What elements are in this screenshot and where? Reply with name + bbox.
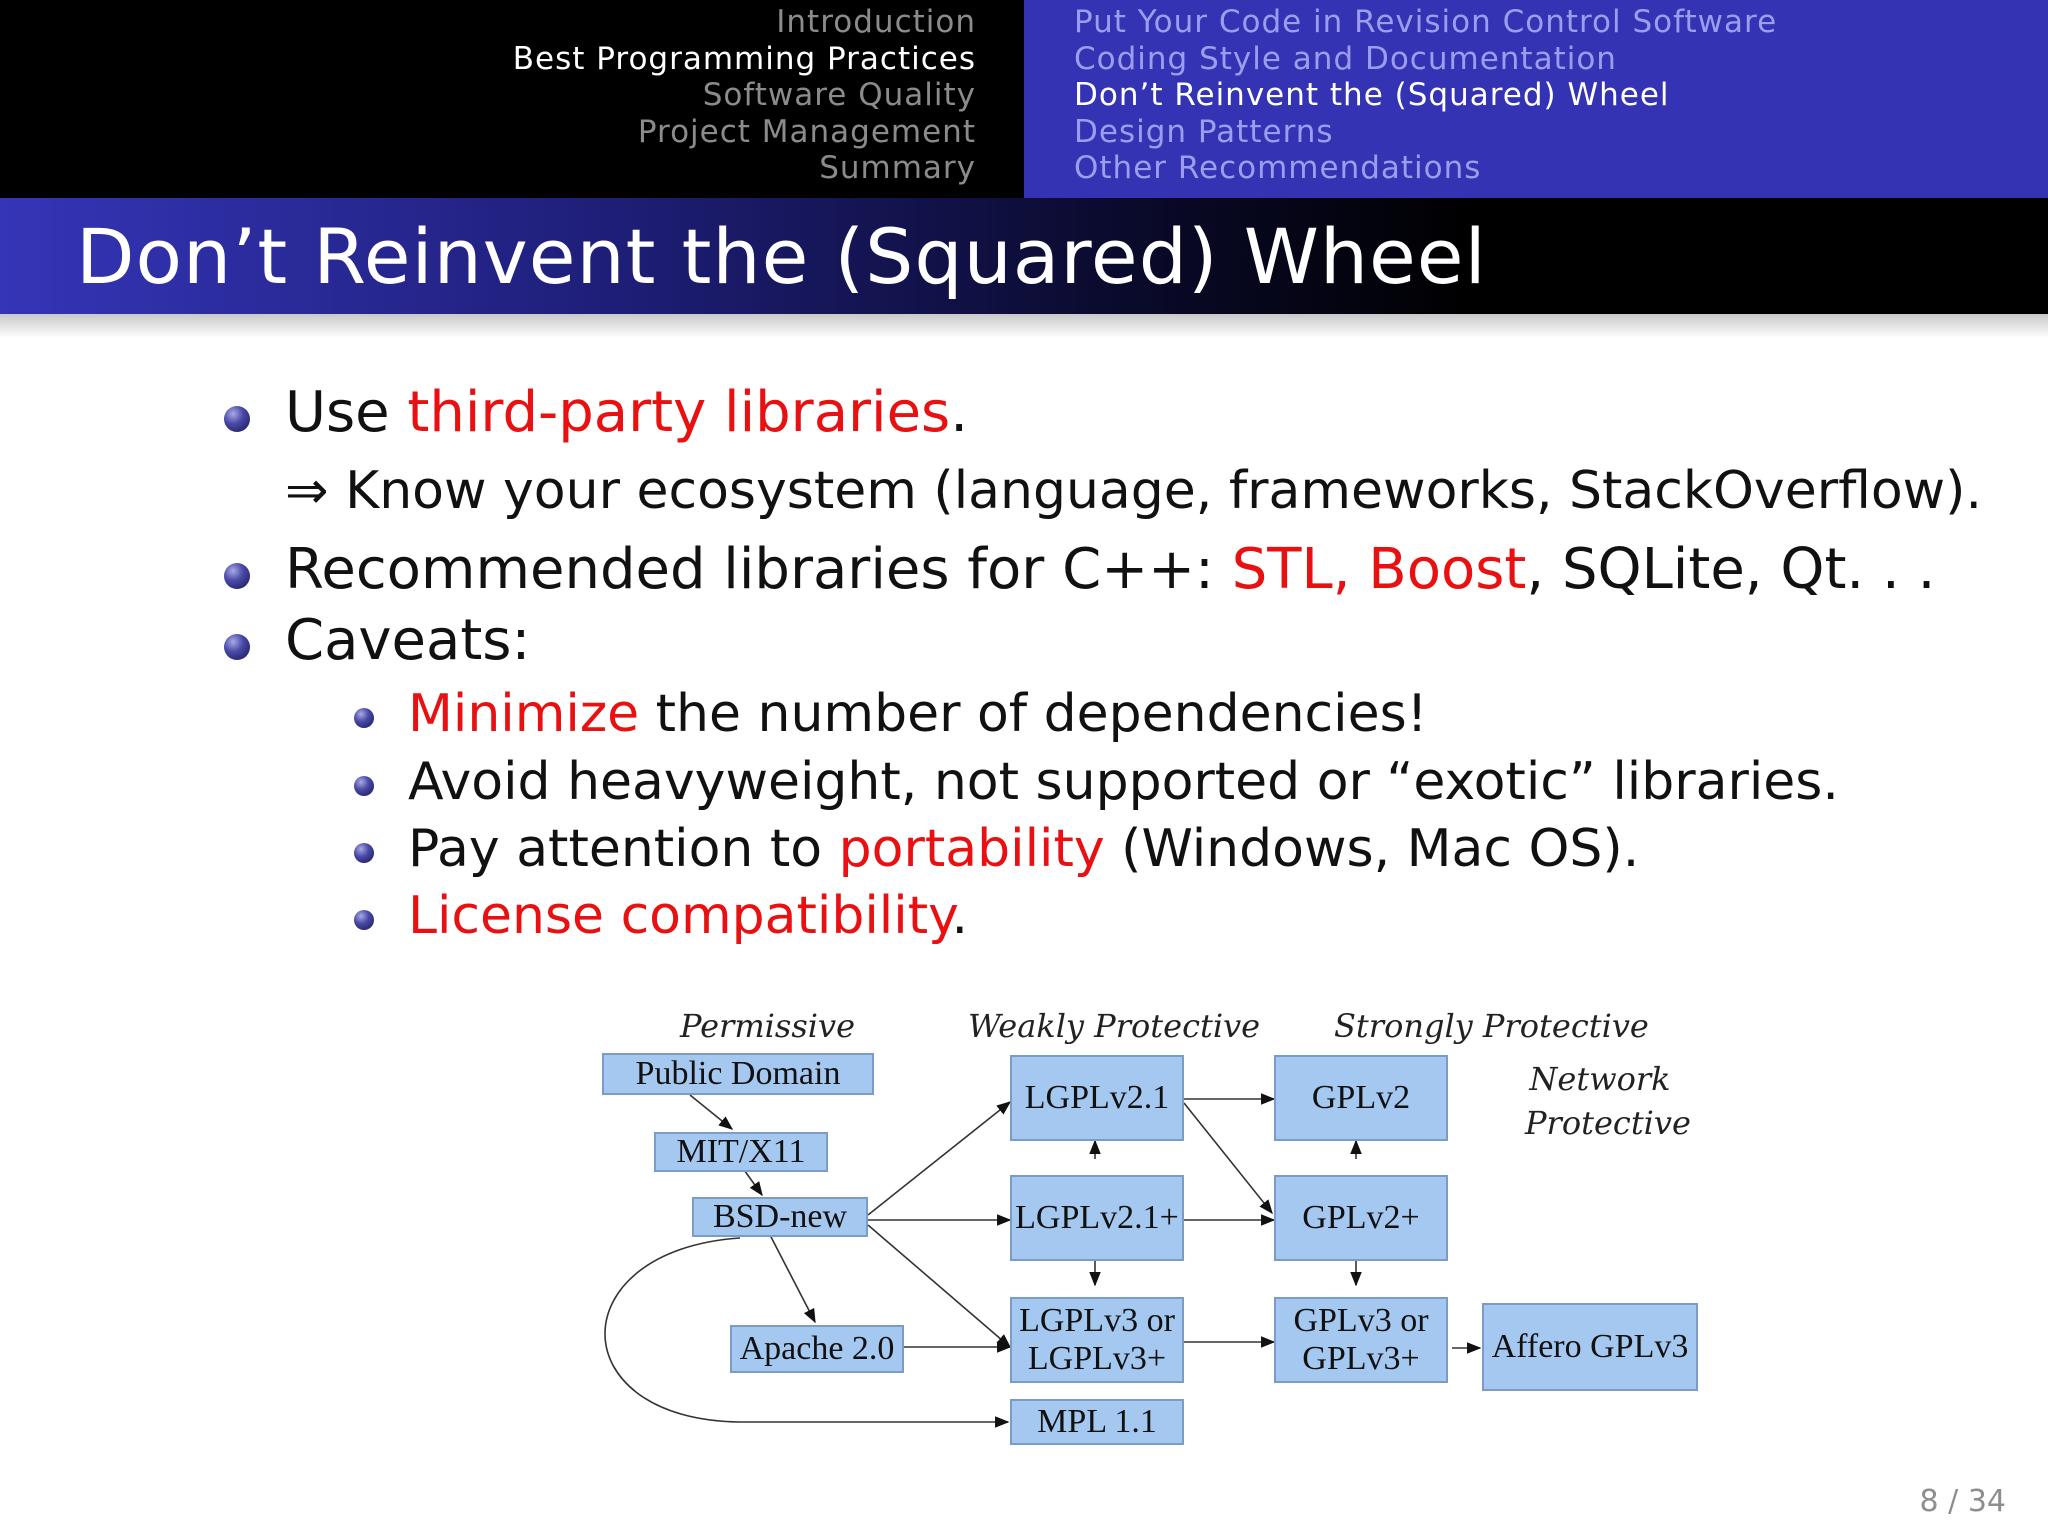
sub-bullet-license: [408, 886, 968, 946]
arrow-lgpl21-gpl2p: [1184, 1103, 1272, 1213]
bullet-text: .: [951, 886, 968, 946]
nav-section-project-management[interactable]: Project Management: [637, 113, 976, 150]
nav-section-summary[interactable]: Summary: [819, 150, 976, 186]
highlight-text: Minimize: [408, 684, 640, 744]
navigation-bar: [0, 0, 2048, 198]
section-nav: [0, 0, 1024, 198]
bullet-recommended-libs: [285, 537, 1935, 602]
title-shadow: [0, 314, 2048, 338]
highlight-text: STL, Boost: [1231, 537, 1527, 602]
sub-bullet-heavyweight: Avoid heavyweight, not supported or “exotic” libraries.: [408, 752, 1839, 812]
nav-subsection-coding-style[interactable]: Coding Style and Documentation: [1074, 40, 1617, 77]
slide-title: Don’t Reinvent the (Squared) Wheel: [76, 212, 1487, 301]
license-public-domain: Public Domain: [602, 1053, 874, 1095]
sub-bullet-ball-icon: [354, 776, 374, 796]
bullet-text: , SQLite, Qt. . .: [1526, 537, 1936, 602]
nav-section-software-quality[interactable]: Software Quality: [702, 77, 976, 113]
frame-title-bar: [0, 198, 2048, 314]
bullet-ball-icon: [224, 634, 250, 660]
highlight-text: License compatibility: [408, 886, 952, 946]
sub-bullet-ball-icon: [354, 843, 374, 863]
bullet-text: Use: [285, 380, 408, 445]
license-gplv2-plus: GPLv2+: [1274, 1175, 1448, 1261]
license-lgpl3: [1010, 1297, 1184, 1383]
nav-section-introduction[interactable]: Introduction: [776, 4, 976, 40]
category-weakly-protective: Weakly Protective: [968, 1007, 1261, 1045]
category-permissive: Permissive: [680, 1007, 855, 1045]
license-gplv3: [1274, 1297, 1448, 1383]
bullet-ball-icon: [224, 406, 250, 432]
sub-bullet-minimize: [408, 684, 1428, 744]
sub-bullet-portability: [408, 819, 1639, 879]
sub-bullet-ball-icon: [354, 910, 374, 930]
nav-subsection-revision-control[interactable]: Put Your Code in Revision Control Software: [1074, 4, 1778, 40]
license-bsd-new: BSD-new: [692, 1197, 868, 1237]
highlight-text: portability: [838, 819, 1105, 879]
sub-bullet-ball-icon: [354, 708, 374, 728]
nav-subsection-other[interactable]: Other Recommendations: [1074, 150, 1482, 186]
license-mit-x11: MIT/X11: [654, 1132, 828, 1172]
page-number: 8 / 34: [1919, 1484, 2006, 1519]
license-lgpl3-line2: LGPLv3+: [1027, 1340, 1167, 1377]
license-compatibility-diagram: [590, 995, 1710, 1465]
nav-subsection-reinvent-wheel[interactable]: Don’t Reinvent the (Squared) Wheel: [1074, 77, 1670, 113]
license-affero-gplv3: Affero GPLv3: [1482, 1303, 1698, 1391]
license-gplv2: GPLv2: [1274, 1055, 1448, 1141]
nav-subsection-design-patterns[interactable]: Design Patterns: [1074, 113, 1334, 150]
category-network-protective: Protective: [1525, 1104, 1691, 1142]
license-apache-2: Apache 2.0: [730, 1325, 904, 1373]
arrow-pd-mit: [690, 1095, 732, 1129]
bullet-text: .: [950, 380, 969, 445]
arrow-bsd-lgpl21: [868, 1102, 1010, 1215]
license-lgpl21-plus: LGPLv2.1+: [1010, 1175, 1184, 1261]
bullet-ecosystem: ⇒ Know your ecosystem (language, frameworks, StackOverflow).: [285, 461, 1982, 521]
bullet-ball-icon: [224, 563, 250, 589]
bullet-third-party: [285, 380, 968, 445]
license-gplv3-line2: GPLv3+: [1302, 1340, 1420, 1377]
license-mpl-11: MPL 1.1: [1010, 1399, 1184, 1445]
license-lgpl21: LGPLv2.1: [1010, 1055, 1184, 1141]
bullet-text: (Windows, Mac OS).: [1104, 819, 1640, 879]
arrow-bsd-apache: [770, 1235, 815, 1322]
license-lgpl3-line1: LGPLv3 or: [1019, 1302, 1175, 1339]
bullet-text: Pay attention to: [408, 819, 839, 879]
bullet-caveats: Caveats:: [285, 608, 531, 673]
nav-section-best-practices[interactable]: Best Programming Practices: [512, 40, 976, 77]
bullet-text: Recommended libraries for C++:: [285, 537, 1232, 602]
category-network: Network: [1529, 1060, 1671, 1098]
highlight-text: third-party libraries: [407, 380, 951, 445]
category-strongly-protective: Strongly Protective: [1334, 1007, 1649, 1045]
license-gplv3-line1: GPLv3 or: [1293, 1302, 1429, 1339]
subsection-nav: [1024, 0, 2048, 198]
bullet-text: the number of dependencies!: [639, 684, 1428, 744]
